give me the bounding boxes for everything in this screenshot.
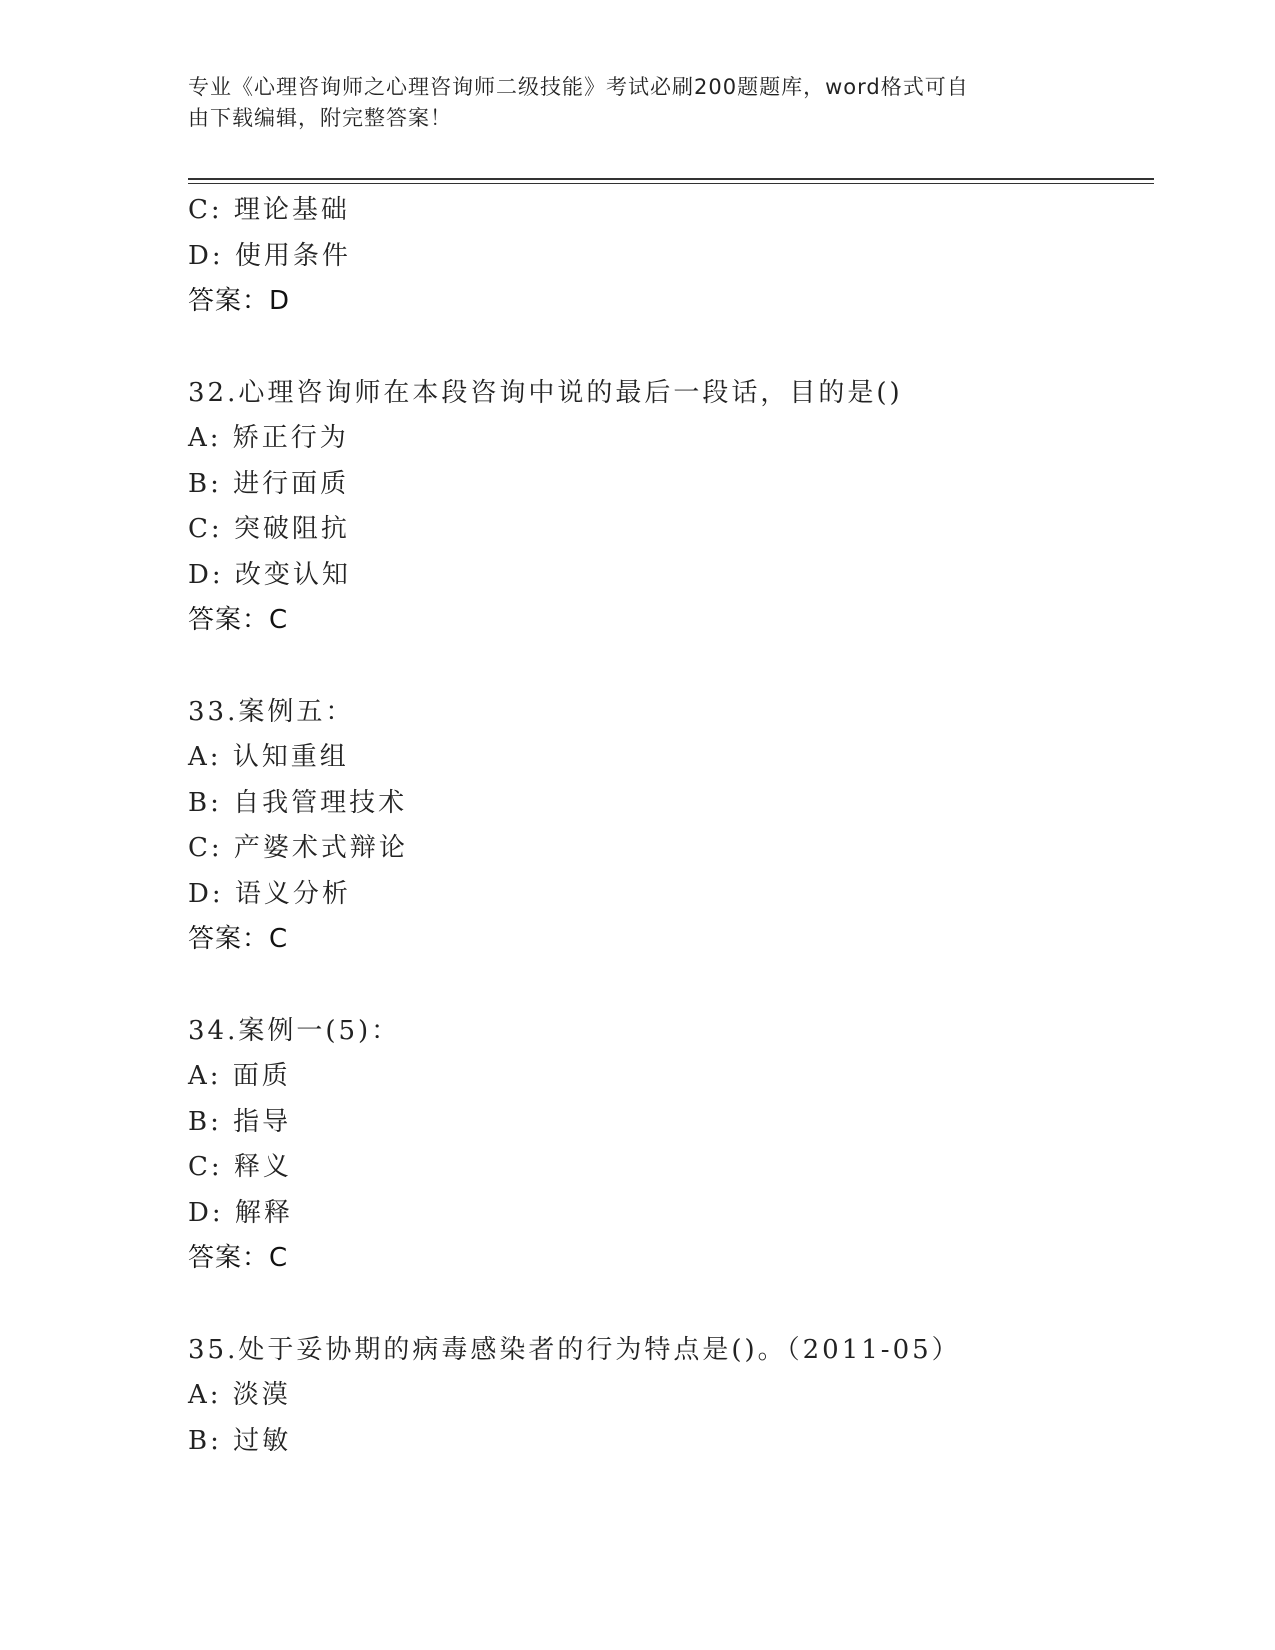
question-spacer bbox=[188, 325, 1154, 371]
question-32 bbox=[188, 371, 1154, 644]
option-b: B: 进行面质 bbox=[188, 468, 350, 499]
question-spacer bbox=[188, 963, 1154, 1009]
option-d: D: 语义分析 bbox=[188, 878, 351, 909]
option-d: D: 改变认知 bbox=[188, 559, 351, 590]
option-c: C: 突破阻抗 bbox=[188, 514, 350, 544]
question-spacer bbox=[188, 644, 1154, 690]
option-b: B: 指导 bbox=[188, 1106, 292, 1137]
option-a: A: 矫正行为 bbox=[188, 423, 349, 453]
option-b: B: 过敏 bbox=[188, 1425, 292, 1456]
option-d: D: 使用条件 bbox=[188, 240, 351, 271]
document-header bbox=[188, 72, 1068, 134]
answer-line: 答案：C bbox=[188, 1243, 289, 1273]
header-line-2: 由下载编辑，附完整答案！ bbox=[188, 106, 452, 130]
option-d: D: 解释 bbox=[188, 1197, 293, 1228]
option-b: B: 自我管理技术 bbox=[188, 787, 408, 818]
option-c: C: 产婆术式辩论 bbox=[188, 833, 408, 863]
question-33 bbox=[188, 690, 1154, 963]
question-stem: 34.案例一(5)： bbox=[188, 1015, 401, 1046]
answer-line: 答案：C bbox=[188, 924, 289, 954]
answer-line: 答案：D bbox=[188, 286, 291, 316]
option-a: A: 面质 bbox=[188, 1061, 291, 1091]
option-a: A: 认知重组 bbox=[188, 742, 349, 772]
question-35 bbox=[188, 1328, 1154, 1465]
option-c: C: 理论基础 bbox=[188, 195, 350, 225]
header-divider-thick bbox=[188, 178, 1154, 180]
answer-line: 答案：C bbox=[188, 605, 289, 635]
header-line-1: 专业《心理咨询师之心理咨询师二级技能》考试必刷200题题库，word格式可自 bbox=[188, 75, 969, 99]
question-stem: 32.心理咨询师在本段咨询中说的最后一段话，目的是() bbox=[188, 377, 903, 408]
question-spacer bbox=[188, 1282, 1154, 1328]
header-divider-thin bbox=[188, 183, 1154, 184]
option-a: A: 淡漠 bbox=[188, 1380, 291, 1410]
question-31-tail bbox=[188, 188, 1154, 325]
question-34 bbox=[188, 1009, 1154, 1282]
option-c: C: 释义 bbox=[188, 1152, 292, 1182]
question-stem: 35.处于妥协期的病毒感染者的行为特点是()。（2011-05） bbox=[188, 1334, 961, 1365]
question-stem: 33.案例五： bbox=[188, 696, 355, 727]
question-list bbox=[188, 188, 1154, 1464]
